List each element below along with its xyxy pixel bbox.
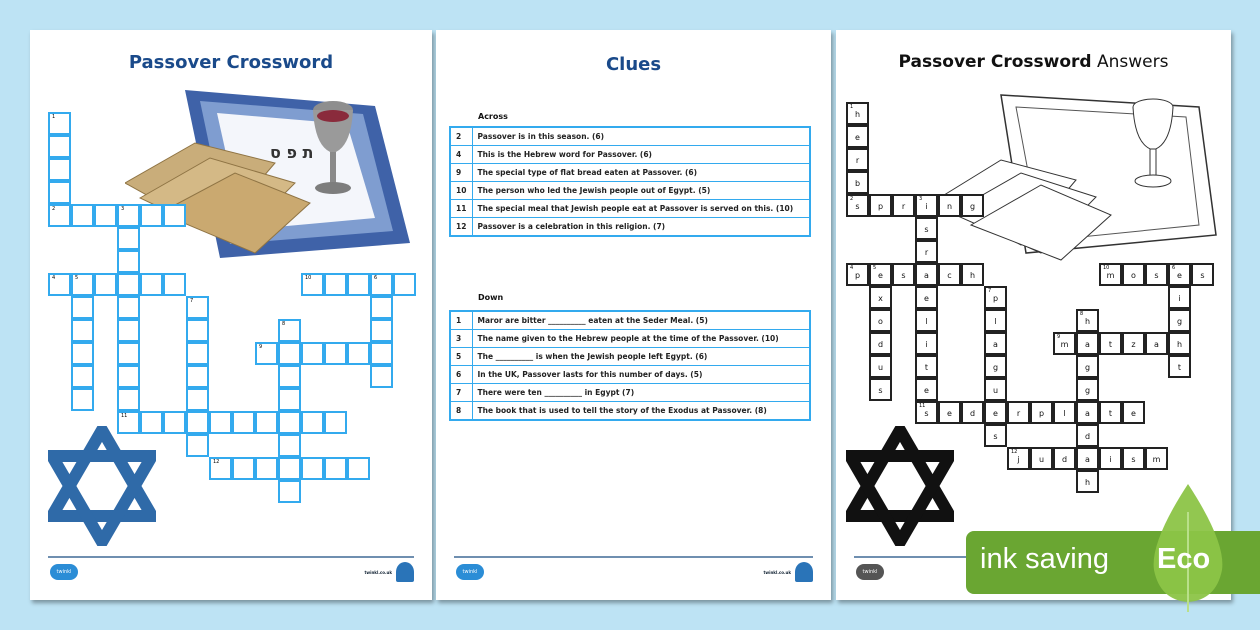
- grid-cell: [869, 309, 892, 332]
- answer-letter: m: [1060, 340, 1069, 349]
- answer-letter: i: [925, 202, 928, 211]
- seder-plate-outline-illustration: [931, 85, 1221, 265]
- clue-number: 4: [850, 265, 854, 271]
- answer-letter: o: [1131, 271, 1136, 280]
- answer-letter: h: [1176, 340, 1183, 349]
- clue-number: 8: [282, 321, 286, 327]
- title-light: Answers: [1091, 52, 1169, 72]
- answer-letter: e: [924, 386, 929, 395]
- grid-cell: [1168, 309, 1191, 332]
- grid-cell: [984, 286, 1007, 309]
- footer-url: twinkl.co.uk: [763, 570, 791, 575]
- grid-cell[interactable]: [117, 250, 140, 273]
- grid-cell: [915, 217, 938, 240]
- clue-number: 11: [121, 413, 128, 419]
- grid-cell[interactable]: [209, 457, 232, 480]
- grid-cell: [915, 332, 938, 355]
- grid-cell[interactable]: [255, 411, 278, 434]
- grid-cell: [1145, 332, 1168, 355]
- grid-cell[interactable]: [278, 457, 301, 480]
- answer-letter: u: [992, 386, 999, 395]
- grid-cell[interactable]: [301, 457, 324, 480]
- answer-letter: a: [924, 271, 929, 280]
- eco-label: Eco: [1157, 543, 1211, 575]
- page-footer: [48, 556, 414, 584]
- answer-letter: z: [1131, 340, 1136, 349]
- grid-cell: [915, 240, 938, 263]
- star-of-david-icon: [48, 426, 156, 546]
- answer-letter: h: [1084, 478, 1091, 487]
- clue-row: 4 This is the Hebrew word for Passover. (6): [450, 146, 810, 164]
- grid-cell[interactable]: [117, 319, 140, 342]
- grid-cell[interactable]: [324, 457, 347, 480]
- answer-letter: g: [1084, 363, 1091, 372]
- grid-cell: [1030, 401, 1053, 424]
- grid-cell: [1053, 447, 1076, 470]
- grid-cell: [1191, 263, 1214, 286]
- grid-cell: [1076, 447, 1099, 470]
- grid-cell[interactable]: [140, 204, 163, 227]
- grid-cell[interactable]: [186, 296, 209, 319]
- clue-row: 12 Passover is a celebration in this religion. (7): [450, 218, 810, 237]
- down-heading: Down: [478, 293, 504, 302]
- clue-number: 3: [919, 196, 923, 202]
- answer-letter: u: [1038, 455, 1045, 464]
- grid-cell[interactable]: [48, 135, 71, 158]
- grid-cell[interactable]: [278, 342, 301, 365]
- answer-letter: t: [924, 363, 929, 372]
- answer-letter: h: [854, 110, 861, 119]
- grid-cell[interactable]: [186, 434, 209, 457]
- grid-cell[interactable]: [71, 296, 94, 319]
- answer-letter: a: [1085, 455, 1090, 464]
- answer-letter: i: [1178, 294, 1181, 303]
- clue-number: 4: [52, 275, 56, 281]
- grid-cell[interactable]: [163, 411, 186, 434]
- tree-logo-icon: [795, 562, 813, 582]
- grid-cell: [984, 378, 1007, 401]
- twinkl-logo: twinkl: [50, 564, 78, 580]
- clue-row: 2 Passover is in this season. (6): [450, 127, 810, 146]
- grid-cell[interactable]: [94, 204, 117, 227]
- answer-letter: r: [901, 202, 906, 211]
- clue-number: 10: [305, 275, 312, 281]
- crossword-page: [30, 30, 432, 600]
- answer-letter: h: [969, 271, 976, 280]
- grid-cell: [1099, 263, 1122, 286]
- grid-cell: [1099, 447, 1122, 470]
- clue-number: 2: [52, 206, 56, 212]
- answer-letter: p: [854, 271, 861, 280]
- grid-cell: [1053, 332, 1076, 355]
- grid-cell[interactable]: [255, 457, 278, 480]
- answer-letter: r: [924, 248, 929, 257]
- grid-cell: [869, 378, 892, 401]
- grid-cell[interactable]: [71, 273, 94, 296]
- grid-cell: [938, 194, 961, 217]
- grid-cell[interactable]: [163, 273, 186, 296]
- answer-letter: s: [1200, 271, 1205, 280]
- grid-cell: [984, 309, 1007, 332]
- answer-letter: d: [1084, 432, 1091, 441]
- answer-letter: p: [992, 294, 999, 303]
- grid-cell[interactable]: [324, 273, 347, 296]
- across-heading: Across: [478, 112, 508, 121]
- clue-number: 12: [1011, 449, 1018, 455]
- grid-cell: [961, 194, 984, 217]
- grid-cell: [915, 355, 938, 378]
- grid-cell: [1076, 355, 1099, 378]
- grid-cell: [915, 309, 938, 332]
- grid-cell: [892, 263, 915, 286]
- star-of-david-icon: [846, 426, 954, 546]
- grid-cell: [846, 148, 869, 171]
- answer-letter: e: [993, 409, 998, 418]
- answer-letter: c: [947, 271, 952, 280]
- grid-cell[interactable]: [393, 273, 416, 296]
- grid-cell[interactable]: [278, 480, 301, 503]
- grid-cell[interactable]: [278, 434, 301, 457]
- answer-letter: p: [877, 202, 884, 211]
- grid-cell: [1168, 286, 1191, 309]
- answer-letter: o: [878, 317, 883, 326]
- grid-cell[interactable]: [186, 411, 209, 434]
- answer-letter: n: [946, 202, 953, 211]
- grid-cell[interactable]: [117, 273, 140, 296]
- grid-cell[interactable]: [48, 181, 71, 204]
- grid-cell[interactable]: [370, 342, 393, 365]
- answer-letter: l: [1063, 409, 1066, 418]
- answer-letter: j: [1017, 455, 1020, 464]
- grid-cell[interactable]: [278, 365, 301, 388]
- grid-cell[interactable]: [347, 342, 370, 365]
- answer-letter: s: [1131, 455, 1136, 464]
- answer-letter: h: [1084, 317, 1091, 326]
- grid-cell: [846, 125, 869, 148]
- grid-cell[interactable]: [232, 411, 255, 434]
- footer-url: twinkl.co.uk: [364, 570, 392, 575]
- grid-cell: [892, 194, 915, 217]
- grid-cell[interactable]: [117, 342, 140, 365]
- grid-cell: [846, 171, 869, 194]
- answer-letter: u: [877, 363, 884, 372]
- answer-letter: r: [1016, 409, 1021, 418]
- answer-letter: l: [925, 317, 928, 326]
- grid-cell[interactable]: [370, 296, 393, 319]
- clue-row: 5 The __________ is when the Jewish people left Egypt. (6): [450, 348, 810, 366]
- grid-cell: [1168, 355, 1191, 378]
- clue-number: 7: [988, 288, 992, 294]
- answer-letter: e: [1131, 409, 1136, 418]
- grid-cell[interactable]: [370, 319, 393, 342]
- answer-letter: s: [924, 225, 929, 234]
- grid-cell: [869, 355, 892, 378]
- grid-cell: [915, 401, 938, 424]
- grid-cell: [1076, 401, 1099, 424]
- grid-cell[interactable]: [71, 388, 94, 411]
- clue-number: 3: [121, 206, 125, 212]
- grid-cell: [1099, 401, 1122, 424]
- clue-row: 1 Maror are bitter __________ eaten at the Seder Meal. (5): [450, 311, 810, 330]
- grid-cell[interactable]: [48, 273, 71, 296]
- grid-cell[interactable]: [255, 342, 278, 365]
- grid-cell[interactable]: [71, 204, 94, 227]
- answer-letter: e: [878, 271, 883, 280]
- grid-cell: [846, 102, 869, 125]
- grid-cell: [1053, 401, 1076, 424]
- clue-row: 10 The person who led the Jewish people out of Egypt. (5): [450, 182, 810, 200]
- grid-cell: [1076, 332, 1099, 355]
- grid-cell: [1007, 447, 1030, 470]
- answer-letter: s: [901, 271, 906, 280]
- grid-cell: [1099, 332, 1122, 355]
- grid-cell: [915, 378, 938, 401]
- grid-cell[interactable]: [117, 204, 140, 227]
- clue-number: 11: [919, 403, 926, 409]
- grid-cell: [1145, 447, 1168, 470]
- title-bold: Passover Crossword: [898, 52, 1092, 72]
- grid-cell[interactable]: [163, 204, 186, 227]
- grid-cell[interactable]: [117, 388, 140, 411]
- clue-number: 6: [374, 275, 378, 281]
- grid-cell[interactable]: [301, 342, 324, 365]
- page-title: Passover Crossword: [128, 52, 334, 73]
- grid-cell: [915, 286, 938, 309]
- grid-cell[interactable]: [186, 365, 209, 388]
- seder-plate-illustration: [125, 68, 415, 268]
- grid-cell: [938, 401, 961, 424]
- grid-cell[interactable]: [301, 411, 324, 434]
- answer-letter: m: [1106, 271, 1115, 280]
- clue-number: 8: [1080, 311, 1084, 317]
- clue-row: 8 The book that is used to tell the story of the Exodus at Passover. (8): [450, 402, 810, 421]
- grid-cell[interactable]: [347, 457, 370, 480]
- twinkl-logo: twinkl: [456, 564, 484, 580]
- answer-letter: d: [877, 340, 884, 349]
- answer-letter: i: [1109, 455, 1112, 464]
- grid-cell[interactable]: [278, 388, 301, 411]
- answer-letter: a: [1085, 409, 1090, 418]
- tree-logo-icon: [396, 562, 414, 582]
- svg-text:ת פ ס: ת פ ס: [270, 143, 314, 162]
- answer-letter: s: [855, 202, 860, 211]
- grid-cell: [1007, 401, 1030, 424]
- grid-cell: [1168, 332, 1191, 355]
- clue-number: 9: [259, 344, 263, 350]
- answer-letter: g: [1176, 317, 1183, 326]
- answer-letter: p: [1038, 409, 1045, 418]
- grid-cell: [869, 194, 892, 217]
- grid-cell: [1076, 424, 1099, 447]
- grid-cell: [984, 401, 1007, 424]
- answer-letter: r: [855, 156, 860, 165]
- grid-cell: [1145, 263, 1168, 286]
- clue-row: 9 The special type of flat bread eaten at Passover. (6): [450, 164, 810, 182]
- grid-cell[interactable]: [232, 457, 255, 480]
- grid-cell: [915, 263, 938, 286]
- grid-cell[interactable]: [48, 158, 71, 181]
- grid-cell: [1076, 378, 1099, 401]
- clue-number: 1: [850, 104, 854, 110]
- answer-letter: i: [925, 340, 928, 349]
- clue-number: 5: [873, 265, 877, 271]
- grid-cell[interactable]: [347, 273, 370, 296]
- page-title: [836, 52, 1231, 72]
- clue-number: 2: [850, 196, 854, 202]
- grid-cell[interactable]: [324, 411, 347, 434]
- grid-cell[interactable]: [71, 342, 94, 365]
- answer-letter: s: [878, 386, 883, 395]
- clue-number: 10: [1103, 265, 1110, 271]
- grid-cell: [1168, 263, 1191, 286]
- answer-letter: e: [855, 133, 860, 142]
- clue-number: 5: [75, 275, 79, 281]
- grid-cell: [1122, 263, 1145, 286]
- clue-number: 9: [1057, 334, 1061, 340]
- grid-cell: [938, 263, 961, 286]
- answer-letter: a: [1154, 340, 1159, 349]
- answer-letter: a: [1085, 340, 1090, 349]
- grid-cell[interactable]: [117, 365, 140, 388]
- answer-letter: e: [1177, 271, 1182, 280]
- clue-number: 12: [213, 459, 220, 465]
- answer-letter: l: [994, 317, 997, 326]
- answer-letter: s: [993, 432, 998, 441]
- grid-cell: [846, 194, 869, 217]
- answer-letter: t: [1108, 409, 1113, 418]
- answer-letter: t: [1108, 340, 1113, 349]
- grid-cell: [1076, 309, 1099, 332]
- grid-cell[interactable]: [370, 273, 393, 296]
- grid-cell[interactable]: [301, 273, 324, 296]
- clue-number: 7: [190, 298, 194, 304]
- answer-letter: d: [1061, 455, 1068, 464]
- clue-number: 6: [1172, 265, 1176, 271]
- across-clues-table: [449, 126, 811, 237]
- answer-letter: b: [854, 179, 861, 188]
- grid-cell[interactable]: [117, 227, 140, 250]
- answer-letter: d: [969, 409, 976, 418]
- grid-cell[interactable]: [209, 411, 232, 434]
- page-title: Clues: [605, 54, 662, 75]
- answer-letter: a: [993, 340, 998, 349]
- grid-cell[interactable]: [186, 319, 209, 342]
- twinkl-logo: twinkl: [856, 564, 884, 580]
- grid-cell[interactable]: [186, 342, 209, 365]
- grid-cell: [869, 263, 892, 286]
- clues-page: [436, 30, 831, 600]
- grid-cell[interactable]: [278, 319, 301, 342]
- answer-letter: g: [992, 363, 999, 372]
- grid-cell: [961, 401, 984, 424]
- grid-cell[interactable]: [324, 342, 347, 365]
- grid-cell[interactable]: [94, 273, 117, 296]
- grid-cell[interactable]: [71, 365, 94, 388]
- answer-letter: e: [947, 409, 952, 418]
- answer-letter: g: [969, 202, 976, 211]
- grid-cell[interactable]: [117, 296, 140, 319]
- grid-cell: [1122, 401, 1145, 424]
- grid-cell: [869, 286, 892, 309]
- clue-row: 11 The special meal that Jewish people eat at Passover is served on this. (10): [450, 200, 810, 218]
- down-clues-table: [449, 310, 811, 421]
- answer-letter: s: [924, 409, 929, 418]
- grid-cell[interactable]: [48, 112, 71, 135]
- grid-cell[interactable]: [140, 273, 163, 296]
- grid-cell: [984, 355, 1007, 378]
- grid-cell: [961, 263, 984, 286]
- grid-cell: [1122, 332, 1145, 355]
- grid-cell: [1030, 447, 1053, 470]
- grid-cell[interactable]: [186, 388, 209, 411]
- clue-row: 7 There were ten __________ in Egypt (7): [450, 384, 810, 402]
- grid-cell: [1076, 470, 1099, 493]
- clue-number: 1: [52, 114, 56, 120]
- grid-cell: [984, 424, 1007, 447]
- grid-cell[interactable]: [71, 319, 94, 342]
- answer-letter: t: [1177, 363, 1182, 372]
- answer-letter: x: [878, 294, 883, 303]
- grid-cell[interactable]: [278, 411, 301, 434]
- page-footer: [454, 556, 813, 584]
- answer-letter: m: [1152, 455, 1161, 464]
- grid-cell[interactable]: [370, 365, 393, 388]
- grid-cell: [984, 332, 1007, 355]
- clue-row: 6 In the UK, Passover lasts for this number of days. (5): [450, 366, 810, 384]
- grid-cell: [1122, 447, 1145, 470]
- answer-letter: s: [1154, 271, 1159, 280]
- grid-cell: [915, 194, 938, 217]
- answer-letter: g: [1084, 386, 1091, 395]
- answer-letter: e: [924, 294, 929, 303]
- clue-row: 3 The name given to the Hebrew people at the time of the Passover. (10): [450, 330, 810, 348]
- grid-cell: [846, 263, 869, 286]
- ink-saving-text: ink saving: [980, 543, 1109, 575]
- grid-cell[interactable]: [48, 204, 71, 227]
- grid-cell: [869, 332, 892, 355]
